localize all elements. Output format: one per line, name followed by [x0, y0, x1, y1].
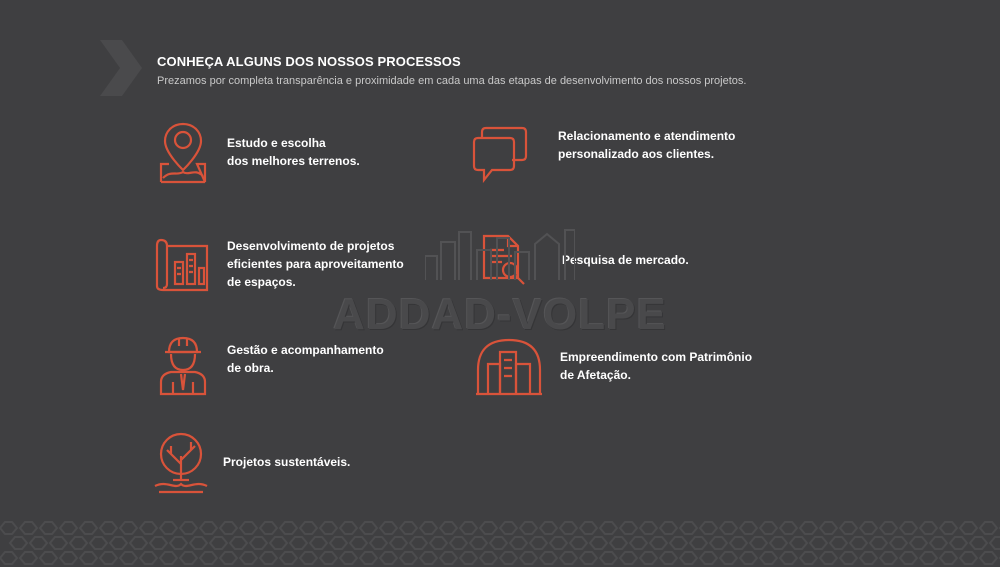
- chevron-decoration-icon: [100, 40, 142, 96]
- process-label: Projetos sustentáveis.: [223, 455, 351, 469]
- process-label: Relacionamento e atendimento personalizado aos clientes.: [558, 129, 736, 161]
- process-item-sustainable: [153, 430, 350, 494]
- process-label: Gestão e acompanhamento de obra.: [227, 343, 384, 375]
- process-item-relationship: [472, 122, 735, 186]
- section-title: CONHEÇA ALGUNS DOS NOSSOS PROCESSOS: [157, 54, 461, 69]
- chat-bubbles-icon: [472, 122, 528, 186]
- process-label: Empreendimento com Patrimônio de Afetação.: [560, 350, 753, 382]
- document-search-icon: [478, 228, 534, 292]
- engineer-icon: [155, 334, 211, 398]
- section-subtitle: Prezamos por completa transparência e proximidade em cada uma das etapas de desenvolvimento dos nossos projetos.: [157, 75, 747, 87]
- process-item-land-study: [155, 120, 360, 184]
- tree-icon: [153, 430, 209, 494]
- decorative-pattern: [0, 518, 1000, 567]
- section-header: [157, 54, 746, 87]
- process-item-construction: [155, 334, 384, 398]
- process-label: Pesquisa de mercado.: [562, 253, 689, 267]
- map-pin-icon: [155, 120, 211, 184]
- watermark-text: ADDAD-VOLPE: [333, 290, 667, 339]
- process-item-projects: [155, 232, 404, 296]
- process-item-market-research: [478, 228, 689, 292]
- building-arch-icon: [474, 334, 544, 398]
- process-label: Estudo e escolha dos melhores terrenos.: [227, 136, 360, 168]
- blueprint-icon: [155, 232, 211, 296]
- process-label: Desenvolvimento de projetos eficientes para aproveitamento de espaços.: [227, 239, 404, 289]
- process-item-patrimony: [474, 334, 752, 398]
